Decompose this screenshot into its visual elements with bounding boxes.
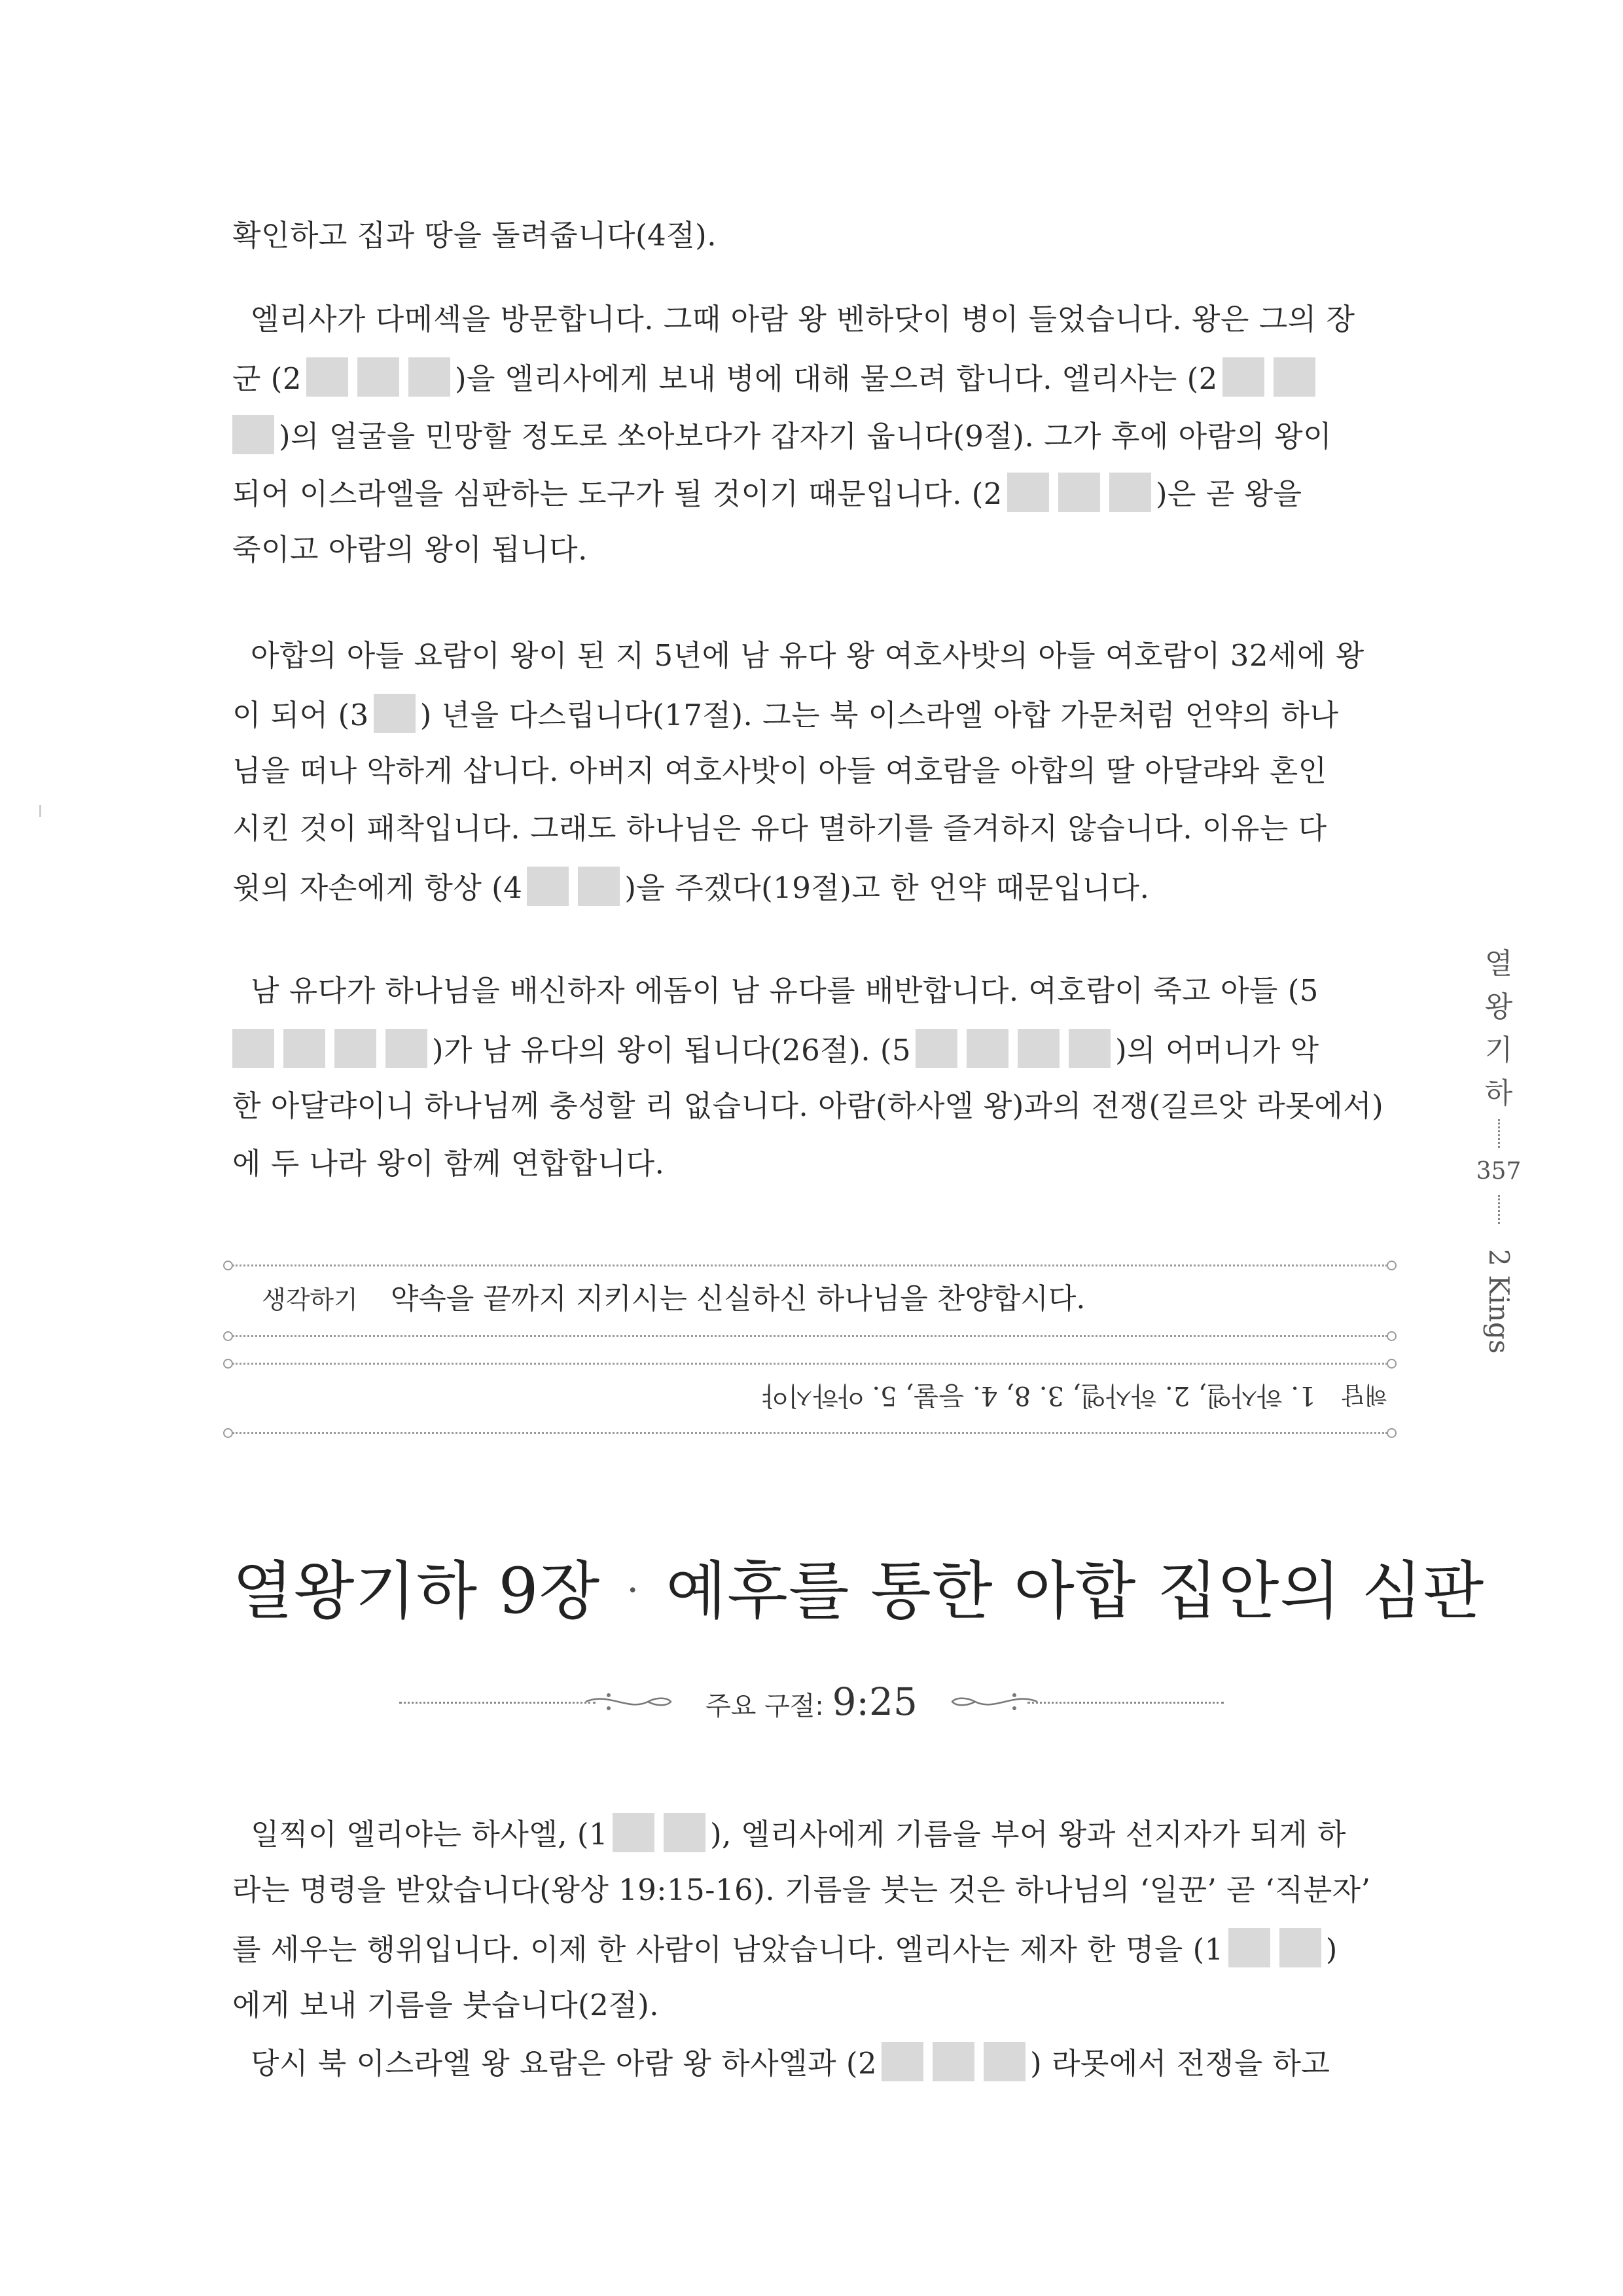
answer-blank: [385, 1029, 427, 1068]
answer-blank: [882, 2042, 923, 2081]
answer-blank: [613, 1813, 654, 1852]
paragraph-anointing: [232, 1813, 1391, 2025]
side-title-char: 하: [1484, 1077, 1513, 1110]
answer-blank: [1228, 1928, 1270, 1967]
answer-blank: [1109, 473, 1151, 512]
answer-blank: [374, 694, 416, 733]
answer-blank: [967, 1029, 1008, 1068]
key-verse-right-rule: [1027, 1702, 1224, 1704]
answer-blank: [984, 2042, 1026, 2081]
right-ornament-icon: [949, 1689, 1041, 1715]
text-line: 윗의 자손에게 항상 (4 )을 주겠다(19절)고 한 언약 때문입니다.: [232, 867, 1391, 906]
think-box: [262, 1280, 1374, 1319]
answer-blank: [527, 867, 569, 906]
key-verse: [393, 1676, 1230, 1728]
answer-blank: [1222, 357, 1264, 397]
side-title-char: 열: [1484, 947, 1513, 980]
side-divider: [1498, 1195, 1500, 1224]
key-verse-ref: 9:25: [832, 1679, 918, 1724]
text-line: 라는 명령을 받았습니다(왕상 19:15-16). 기름을 붓는 것은 하나님의 ‘일꾼’ 곧 ‘직분자’: [232, 1873, 1371, 1907]
margin-mark: [39, 805, 41, 817]
side-tab: [1472, 942, 1525, 1373]
text-line: 님을 떠나 악하게 삽니다. 아버지 여호사밧이 아들 여호람을 아합의 딸 아달랴와 혼인: [232, 753, 1327, 788]
text-line: 군 (2 )을 엘리사에게 보내 병에 대해 물으려 합니다. 엘리사는 (2: [232, 357, 1391, 397]
text-line: 이 되어 (3 ) 년을 다스립니다(17절). 그는 북 이스라엘 아합 가문처럼 언약의 하나: [232, 694, 1391, 733]
answer-text: 1. 하사엘, 2. 하사엘, 3. 8, 4. 등불, 5. 아하시야: [762, 1380, 1316, 1410]
key-verse-text: [393, 1676, 1230, 1732]
text-line: 한 아달랴이니 하나님께 충성할 리 없습니다. 아람(하사엘 왕)과의 전쟁(길르앗 라못에서): [232, 1088, 1384, 1123]
think-box-top-rule: [232, 1265, 1387, 1266]
answer-blank: [933, 2042, 974, 2081]
answer-blank: [408, 357, 450, 397]
text-line: 에 두 나라 왕이 함께 연합합니다.: [232, 1146, 665, 1181]
answer-blank: [306, 357, 348, 397]
text-line: 를 세우는 행위입니다. 이제 한 사람이 남았습니다. 엘리사는 제자 한 명을 (1 ): [232, 1928, 1391, 1967]
chapter-separator: ·: [626, 1568, 640, 1613]
side-title-char: 기: [1484, 1033, 1513, 1067]
answer-blank: [357, 357, 399, 397]
answer-blank: [232, 415, 274, 454]
paragraph-joram-war: [232, 2042, 1391, 2081]
answer-blank: [283, 1029, 325, 1068]
page-number: 357: [1476, 1158, 1522, 1185]
answer-blank: [1069, 1029, 1111, 1068]
text-line: 죽이고 아람의 왕이 됩니다.: [232, 532, 588, 567]
paragraph-continuation: [232, 216, 1391, 255]
answer-blank: [1274, 357, 1315, 397]
text-line: 남 유다가 하나님을 배신하자 에돔이 남 유다를 배반합니다. 여호람이 죽고 아들 (5: [251, 973, 1319, 1008]
text-line: )가 남 유다의 왕이 됩니다(26절). (5 )의 어머니가 악: [232, 1029, 1391, 1068]
answer-top-rule: [232, 1363, 1387, 1365]
paragraph-edom-revolt: [232, 971, 1391, 1183]
answer-blank: [916, 1029, 957, 1068]
answer-blank: [1007, 473, 1049, 512]
chapter-title: 열왕기하 9장: [232, 1554, 601, 1628]
answer-bottom-rule: [232, 1432, 1387, 1434]
text-line: 확인하고 집과 땅을 돌려줍니다(4절).: [232, 218, 717, 253]
answer-blank: [664, 1813, 705, 1852]
answer-blank: [1058, 473, 1100, 512]
side-divider: [1498, 1119, 1500, 1148]
paragraph-elisha-damascus: [232, 300, 1391, 569]
answer-key-upside-down: [236, 1376, 1387, 1415]
text-line: 시킨 것이 패착입니다. 그래도 하나님은 유다 멸하기를 즐겨하지 않습니다. 이유는 다: [232, 811, 1327, 846]
answer-label: 해답: [1342, 1381, 1387, 1408]
answer-blank: [334, 1029, 376, 1068]
side-title-char: 왕: [1484, 990, 1513, 1024]
text-line: 되어 이스라엘을 심판하는 도구가 될 것이기 때문입니다. (2 )은 곧 왕을: [232, 473, 1391, 512]
chapter-heading: [232, 1551, 1485, 1630]
text-line: 당시 북 이스라엘 왕 요람은 아람 왕 하사엘과 (2 ) 라못에서 전쟁을 하고: [232, 2042, 1391, 2081]
text-line: )의 얼굴을 민망할 정도로 쏘아보다가 갑자기 웁니다(9절). 그가 후에 아람의 왕이: [232, 415, 1391, 454]
text-line: 일찍이 엘리야는 하사엘, (1 ), 엘리사에게 기름을 부어 왕과 선지자가 되게 하: [232, 1813, 1391, 1852]
side-english-title: 2 Kings: [1483, 1248, 1515, 1354]
text-line: 에게 보내 기름을 붓습니다(2절).: [232, 1988, 660, 2022]
think-label: 생각하기: [262, 1285, 358, 1314]
paragraph-jehoram: [232, 636, 1391, 906]
text-line: 엘리사가 다메섹을 방문합니다. 그때 아람 왕 벤하닷이 병이 들었습니다. 왕은 그의 장: [251, 302, 1355, 336]
answer-blank: [1018, 1029, 1060, 1068]
think-box-bottom-rule: [232, 1335, 1387, 1337]
chapter-subtitle: 예후를 통한 아합 집안의 심판: [666, 1554, 1485, 1628]
think-text: 약속을 끝까지 지키시는 신실하신 하나님을 찬양합시다.: [390, 1282, 1086, 1316]
answer-blank: [578, 867, 620, 906]
answer-blank: [1279, 1928, 1321, 1967]
answer-blank: [232, 1029, 274, 1068]
text-line: 아합의 아들 요람이 왕이 된 지 5년에 남 유다 왕 여호사밧의 아들 여호람이 32세에 왕: [251, 638, 1364, 673]
key-verse-label: 주요 구절:: [705, 1691, 824, 1721]
